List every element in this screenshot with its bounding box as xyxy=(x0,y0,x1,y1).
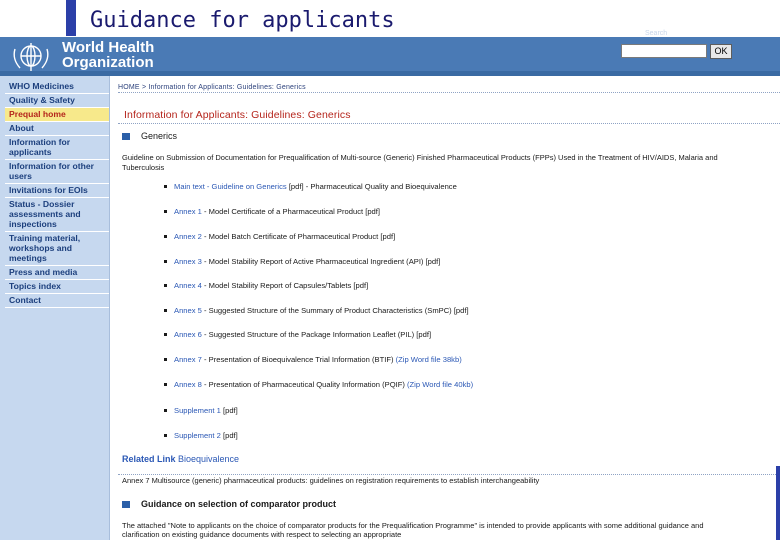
sidebar-item-quality-safety[interactable]: Quality & Safety xyxy=(5,94,109,108)
list-item: Annex 6 - Suggested Structure of the Package Information Leaflet (PIL) [pdf] xyxy=(174,330,432,339)
list-item: Supplement 2 [pdf] xyxy=(174,431,238,440)
section-heading-generics: Generics xyxy=(122,131,177,141)
document-link[interactable]: Main text - Guideline on Generics xyxy=(174,182,287,191)
slide-title: Guidance for applicants xyxy=(90,8,395,33)
who-emblem-icon[interactable] xyxy=(6,39,56,75)
list-item: Annex 4 - Model Stability Report of Capsules/Tablets [pdf] xyxy=(174,281,369,290)
sidebar-item-topics[interactable]: Topics index xyxy=(5,280,109,294)
document-link[interactable]: Annex 2 xyxy=(174,232,202,241)
org-name-line1: World Health xyxy=(62,39,155,56)
closing-text: The attached "Note to applicants on the choice of comparator products for the Prequalification Programme" is intended to provide applicants with some additional guidance and clarification on existing guidance documents with respect to selecting an appropriate xyxy=(122,521,704,539)
list-item: Annex 1 - Model Certificate of a Pharmaceutical Product [pdf] xyxy=(174,207,380,216)
sidebar-item-press[interactable]: Press and media xyxy=(5,266,109,280)
document-link[interactable]: Annex 6 xyxy=(174,330,202,339)
zip-file-link[interactable]: (Zip Word file 38kb) xyxy=(393,355,462,364)
document-link[interactable]: Supplement 2 xyxy=(174,431,221,440)
list-item: Annex 2 - Model Batch Certificate of Pharmaceutical Product [pdf] xyxy=(174,232,396,241)
square-bullet-icon xyxy=(122,133,130,140)
document-link[interactable]: Annex 7 xyxy=(174,355,202,364)
list-item: Main text - Guideline on Generics [pdf] - Pharmaceutical Quality and Bioequivalence xyxy=(174,182,457,191)
section-heading-comparator: Guidance on selection of comparator product xyxy=(122,499,336,509)
document-link[interactable]: Supplement 1 xyxy=(174,406,221,415)
list-item: Annex 7 - Presentation of Bioequivalence Trial Information (BTIF) (Zip Word file 38kb) xyxy=(174,355,462,364)
document-link[interactable]: Annex 1 xyxy=(174,207,202,216)
square-bullet-icon xyxy=(122,501,130,508)
breadcrumb[interactable]: HOME > Information for Applicants: Guidelines: Generics xyxy=(118,84,306,91)
sidebar-item-info-other-users[interactable]: Information for other users xyxy=(5,160,109,184)
divider xyxy=(118,92,780,93)
document-link[interactable]: Annex 8 xyxy=(174,380,202,389)
document-link[interactable]: Annex 5 xyxy=(174,306,202,315)
slide-accent-bar-right xyxy=(776,466,780,540)
related-link[interactable]: Bioequivalence xyxy=(175,454,240,464)
org-name[interactable] xyxy=(62,40,154,70)
sidebar-item-info-applicants[interactable]: Information for applicants xyxy=(5,136,109,160)
list-item: Supplement 1 [pdf] xyxy=(174,406,238,415)
related-link-row xyxy=(122,454,239,464)
divider xyxy=(118,123,780,124)
search-label: Search xyxy=(645,30,668,37)
search-input[interactable] xyxy=(621,44,707,58)
list-item: Annex 5 - Suggested Structure of the Summary of Product Characteristics (SmPC) [pdf] xyxy=(174,306,469,315)
document-link[interactable]: Annex 4 xyxy=(174,281,202,290)
related-link-text[interactable]: Annex 7 Multisource (generic) pharmaceutical products: guidelines on registration requirements to establish interchangeability xyxy=(122,476,540,485)
sidebar-item-prequal-home[interactable]: Prequal home xyxy=(5,108,109,122)
sidebar xyxy=(0,76,110,540)
org-name-line2: Organization xyxy=(62,54,154,71)
zip-file-link[interactable]: (Zip Word file 40kb) xyxy=(404,380,474,389)
page-title: Information for Applicants: Guidelines: Generics xyxy=(124,109,351,121)
related-link-label: Related Link xyxy=(122,454,176,464)
sidebar-item-contact[interactable]: Contact xyxy=(5,294,109,308)
list-item: Annex 3 - Model Stability Report of Active Pharmaceutical Ingredient (API) [pdf] xyxy=(174,257,441,266)
list-item: Annex 8 - Presentation of Pharmaceutical Quality Information (PQIF) (Zip Word file 40kb) xyxy=(174,380,474,389)
sidebar-item-invitations[interactable]: Invitations for EOIs xyxy=(5,184,109,198)
search-ok-button[interactable]: OK xyxy=(710,44,732,59)
document-link[interactable]: Annex 3 xyxy=(174,257,202,266)
sidebar-item-about[interactable]: About xyxy=(5,122,109,136)
slide-accent-bar xyxy=(66,0,76,36)
divider xyxy=(118,474,780,475)
sidebar-item-status[interactable]: Status - Dossier assessments and inspections xyxy=(5,198,109,232)
intro-text: Guideline on Submission of Documentation for Prequalification of Multi-source (Generic) Finished Pharmaceutical Products (FPPs) Used in the Treatment of HIV/AIDS, Malaria and Tuberculosis xyxy=(122,153,718,172)
main-content xyxy=(118,76,780,540)
sidebar-item-training[interactable]: Training material, workshops and meetings xyxy=(5,232,109,266)
sidebar-item-who-medicines[interactable]: WHO Medicines xyxy=(5,80,109,94)
